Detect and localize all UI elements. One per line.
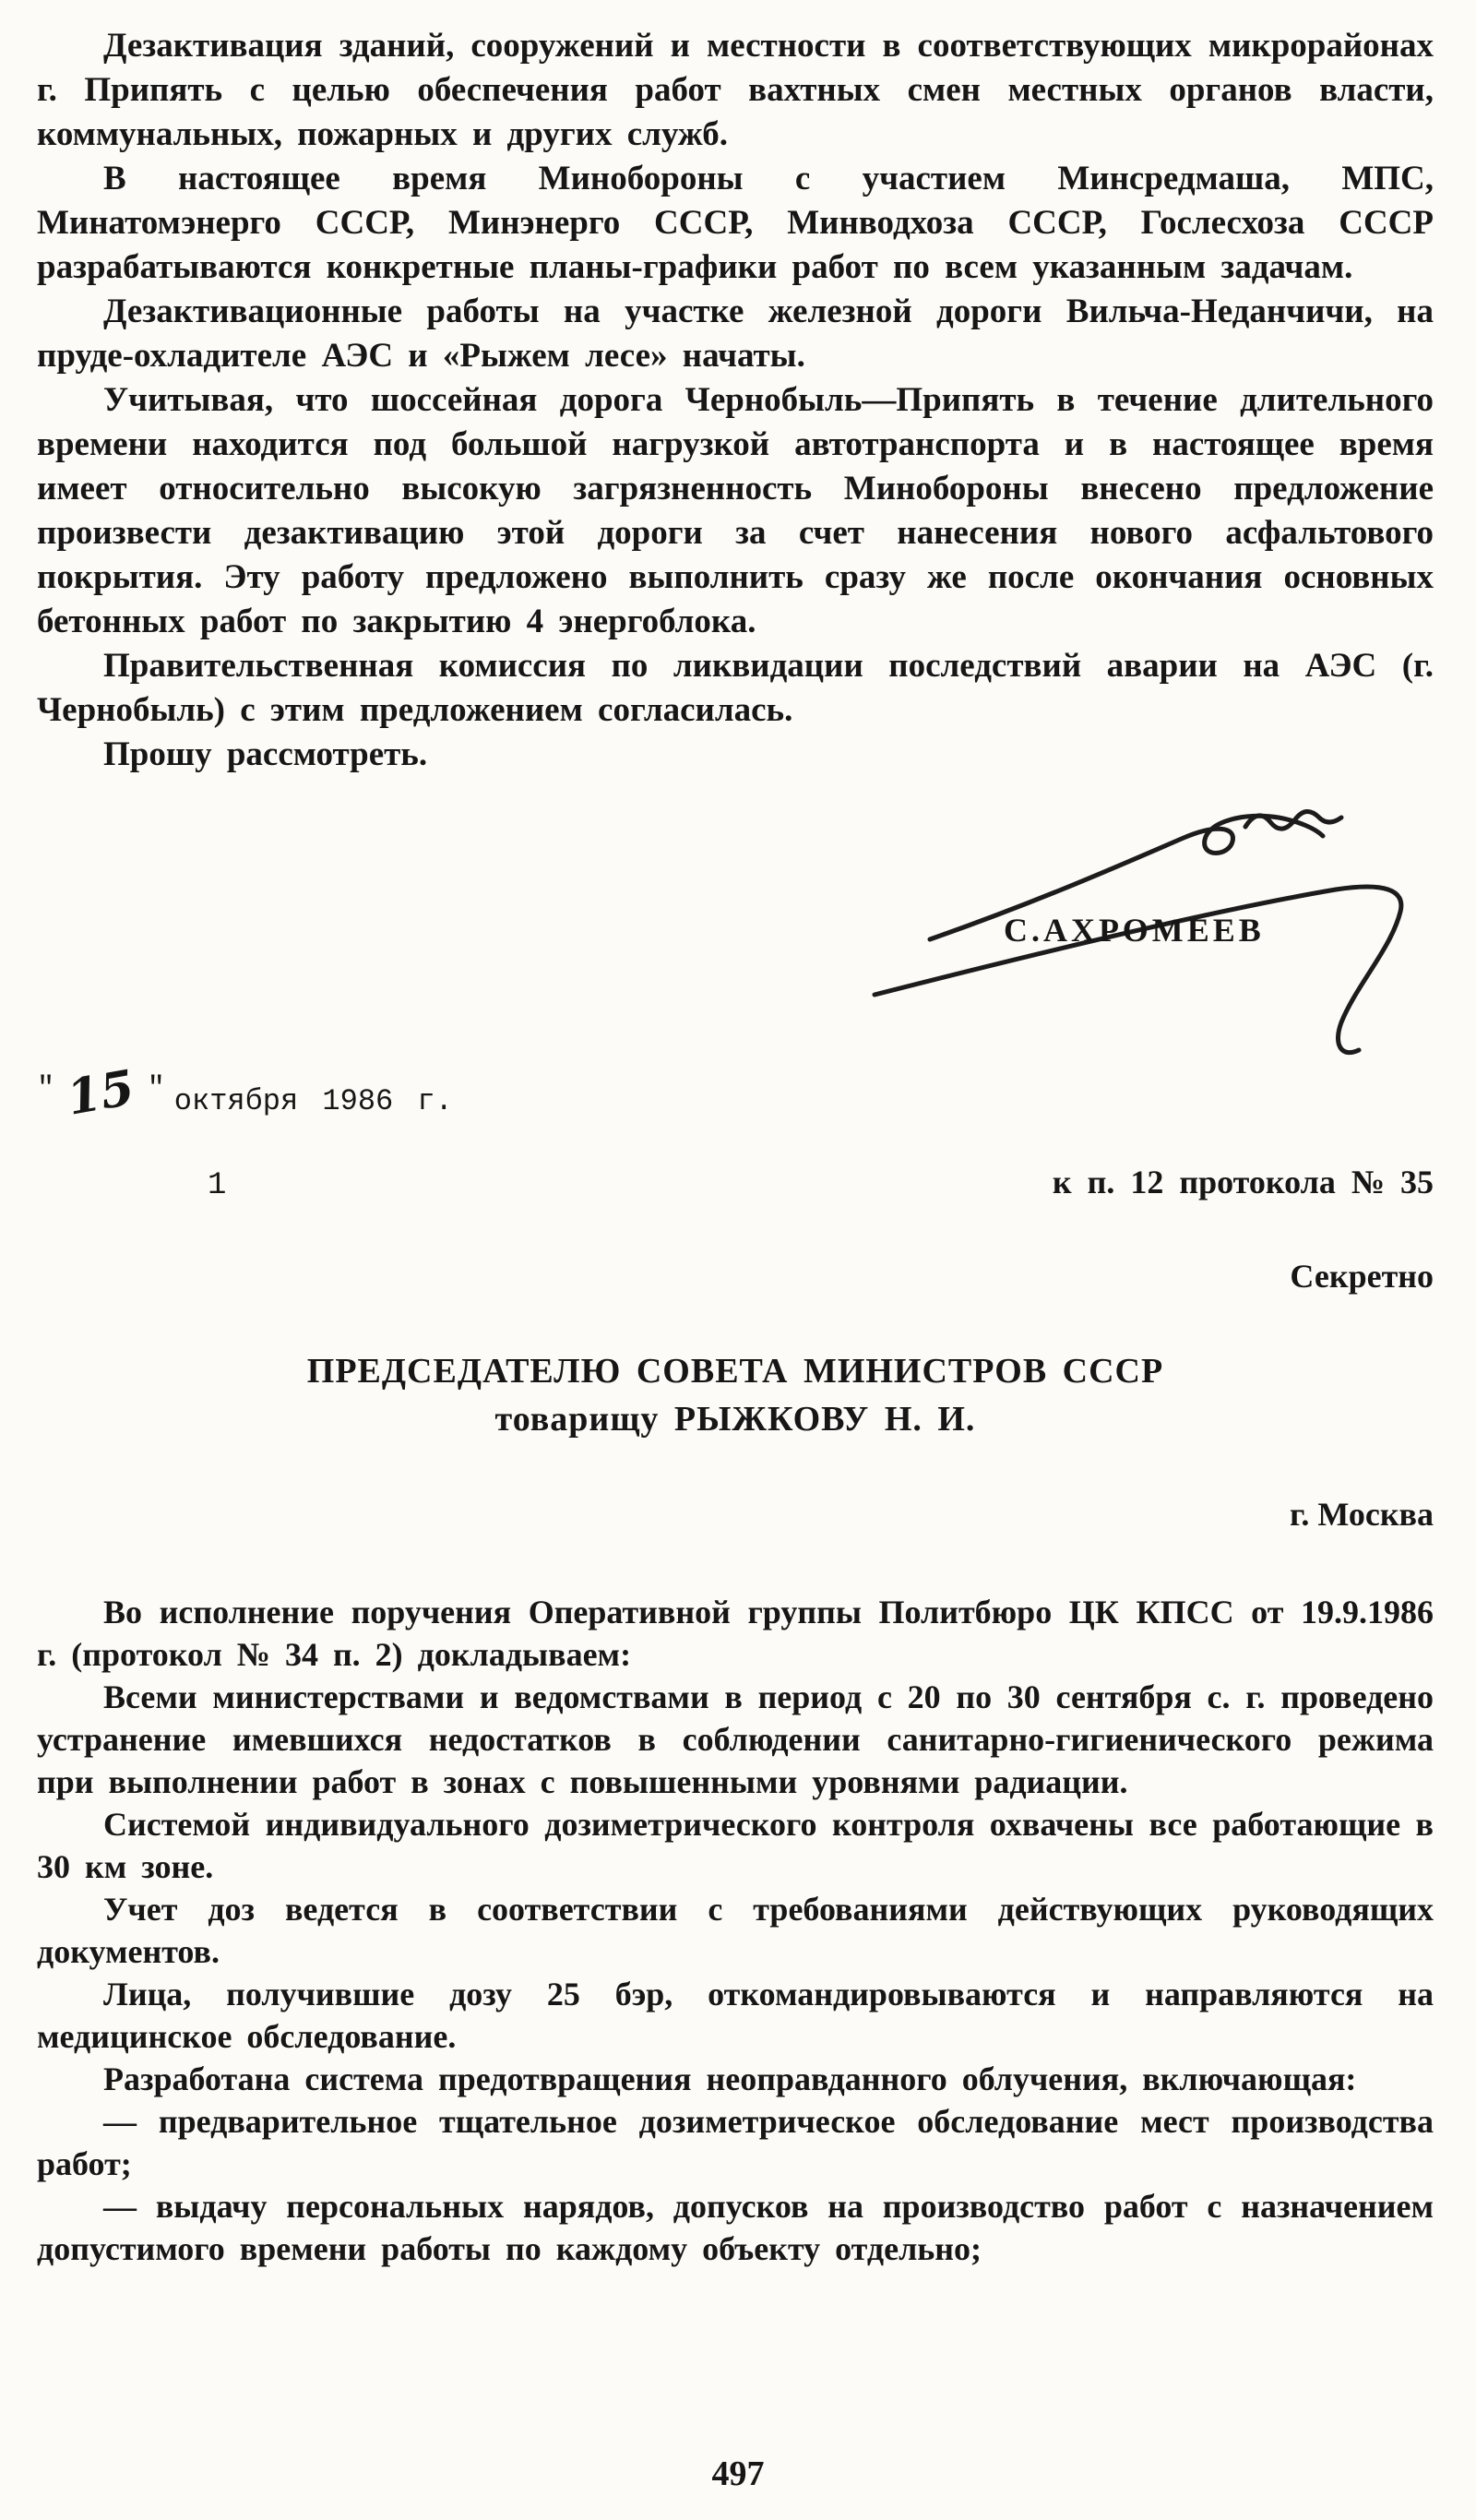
- doc2-paragraph: Во исполнение поручения Оперативной группы Политбюро ЦК КПСС от 19.9.1986 г. (протокол № 34 п. 2) докладываем:: [37, 1594, 1434, 1673]
- doc1-paragraph: Дезактивация зданий, сооружений и местности в соответствующих микрорайонах г. Припять с целью обеспечения работ вахтных смен местных органов власти, коммунальных, пожарных и других служб.: [37, 27, 1434, 153]
- addressee-line1: ПРЕДСЕДАТЕЛЮ СОВЕТА МИНИСТРОВ СССР: [306, 1352, 1164, 1391]
- doc2-paragraph: Разработана система предотвращения неоправданного облучения, включающая:: [103, 2060, 1357, 2097]
- doc2-paragraph: Лица, получившие дозу 25 бэр, откомандировываются и направляются на медицинское обследование.: [37, 1976, 1434, 2055]
- doc2-paragraph: Учет доз ведется в соответствии с требованиями действующих руководящих документов.: [37, 1891, 1434, 1970]
- doc1-paragraph: Прошу рассмотреть.: [103, 735, 428, 773]
- doc2-paragraph: Системой индивидуального дозиметрического контроля охвачены все работающие в 30 км зоне.: [37, 1806, 1434, 1885]
- quote-mark: ": [37, 1071, 55, 1105]
- classification-stamp: Секретно: [1290, 1258, 1434, 1295]
- document-2: [0, 1163, 1476, 2270]
- doc1-paragraph: Дезактивационные работы на участке железной дороги Вильча-Неданчичи, на пруде-охладителе АЭС и «Рыжем лесе» начаты.: [37, 293, 1434, 375]
- place-line: г. Москва: [1290, 1496, 1434, 1533]
- date-line: [37, 1059, 1434, 1127]
- doc2-body: [37, 1591, 1434, 2270]
- signature-block: [37, 781, 1434, 1057]
- page-marker: 1: [208, 1168, 227, 1203]
- date-month-year: октября 1986 г.: [173, 1084, 453, 1118]
- addressee-line2: товарищу РЫЖКОВУ Н. И.: [494, 1400, 976, 1439]
- doc2-paragraph: Всеми министерствами и ведомствами в период с 20 по 30 сентября с. г. проведено устранение имевшихся недостатков в соблюдении санитарно-гигиенического режима при выполнении работ в зонах с повышенными уровнями радиации.: [37, 1678, 1434, 1800]
- document-1: [0, 0, 1476, 1126]
- page-number: 497: [711, 2454, 765, 2493]
- doc1-paragraph: Правительственная комиссия по ликвидации последствий аварии на АЭС (г. Чернобыль) с этим предложением согласилась.: [37, 647, 1434, 729]
- addressee-block: [37, 1347, 1434, 1443]
- protocol-reference: к п. 12 протокола № 35: [1052, 1164, 1434, 1200]
- doc1-paragraph: В настоящее время Минобороны с участием Минсредмаша, МПС, Минатомэнерго СССР, Минэнерго СССР, Минводхоза СССР, Гослесхоза СССР разрабатываются конкретные планы-графики работ по всем указанным задачам.: [37, 160, 1434, 286]
- doc2-paragraph: — предварительное тщательное дозиметрическое обследование мест производства работ;: [37, 2103, 1434, 2182]
- reference-row: [37, 1163, 1434, 1203]
- handwritten-day: 15: [63, 1059, 139, 1127]
- doc1-paragraph: Учитывая, что шоссейная дорога Чернобыль—Припять в течение длительного времени находится под большой нагрузкой автотранспорта и в настоящее время имеет относительно высокую загрязненность Минобороны внесено предложение произвести дезактивацию этой дороги за счет нанесения нового асфальтового покрытия. Эту работу предложено выполнить сразу же после окончания основных бетонных работ по закрытию 4 энергоблока.: [37, 381, 1434, 640]
- signature-name: С.АХРОМЕЕВ: [1004, 912, 1265, 949]
- doc2-paragraph: — выдачу персональных нарядов, допусков на производство работ с назначением допустимого времени работы по каждому объекту отдельно;: [37, 2188, 1434, 2267]
- quote-mark: ": [147, 1071, 165, 1105]
